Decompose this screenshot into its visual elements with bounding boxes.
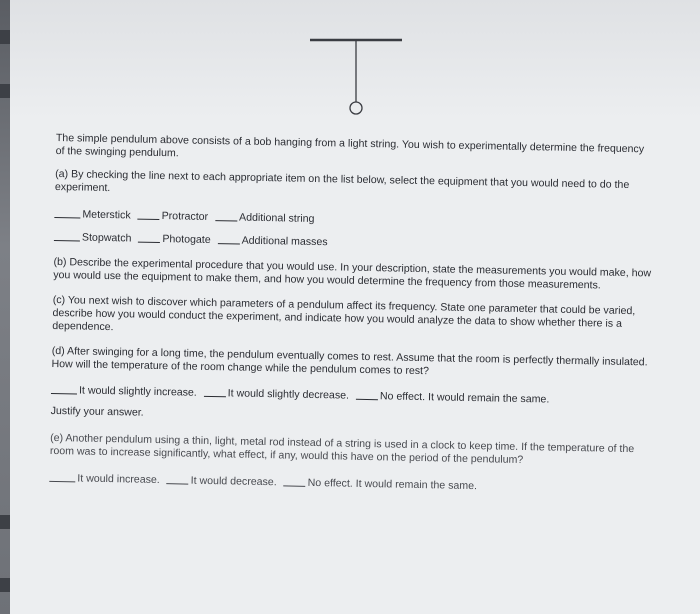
- checkbox-line[interactable]: [215, 220, 237, 221]
- edge-mark: [0, 578, 10, 592]
- option-increase: It would increase.: [77, 472, 160, 487]
- checkbox-line[interactable]: [138, 242, 160, 243]
- option-no-effect: No effect. It would remain the same.: [379, 390, 550, 406]
- option-protractor: Protractor: [161, 210, 209, 223]
- option-no-effect-e: No effect. It would remain the same.: [307, 476, 478, 493]
- equipment-row-1: [54, 208, 654, 233]
- edge-mark: [0, 515, 10, 529]
- pendulum-bob: [350, 102, 362, 114]
- part-b-text: (b) Describe the experimental procedure that you would use. In your description, state the measurements you would make, how you would use the equipment to make them, and how you would determine the frequency from those measurements.: [53, 255, 652, 292]
- option-stopwatch: Stopwatch: [81, 231, 132, 245]
- justify-text: Justify your answer.: [50, 404, 144, 419]
- part-e-text: (e) Another pendulum using a thin, light, metal rod instead of a string is used in a clock to keep time. If the temperature of the room was to increase significantly, what effect, if any, would this have on the period of the pendulum?: [49, 431, 635, 467]
- part-a-text: (a) By checking the line next to each appropriate item on the list below, select the equipment that you would need to do the experiment.: [54, 167, 630, 195]
- answer-line[interactable]: [51, 393, 77, 394]
- option-meterstick: Meterstick: [82, 208, 131, 222]
- answer-line[interactable]: [204, 396, 226, 397]
- checkbox-line[interactable]: [54, 240, 80, 241]
- option-photogate: Photogate: [162, 233, 211, 246]
- part-d-text: (d) After swinging for a long time, the pendulum eventually comes to rest. Assume that the room is perfectly thermally insulated. How will the temperature of the room change while the pendulum comes to rest?: [51, 344, 648, 378]
- checkbox-line[interactable]: [218, 243, 240, 244]
- part-d-options: [51, 384, 651, 409]
- edge-mark: [0, 30, 10, 44]
- answer-line[interactable]: [284, 485, 306, 486]
- pendulum-diagram: [300, 30, 410, 120]
- equipment-row-2: [54, 231, 654, 256]
- left-edge-strip: [0, 0, 10, 614]
- option-additional-masses: Additional masses: [241, 234, 328, 249]
- checkbox-line[interactable]: [138, 219, 160, 220]
- answer-line[interactable]: [49, 481, 75, 482]
- option-slightly-decrease: It would slightly decrease.: [227, 387, 350, 402]
- problem-text: [49, 132, 656, 506]
- option-slightly-increase: It would slightly increase.: [78, 384, 197, 399]
- checkbox-line[interactable]: [54, 217, 80, 218]
- intro-text: The simple pendulum above consists of a bob hanging from a light string. You wish to experimentally determine the frequency of the swinging pendulum.: [55, 132, 645, 160]
- option-decrease: It would decrease.: [190, 474, 277, 489]
- answer-line[interactable]: [356, 399, 378, 400]
- part-c-text: (c) You next wish to discover which parameters of a pendulum affect its frequency. State one parameter that could be varied, describe how you would conduct the experiment, and indicate how you would analyze the data to show whether there is a dependence.: [52, 293, 636, 334]
- part-e-options: [49, 472, 649, 497]
- edge-mark: [0, 84, 10, 98]
- answer-line[interactable]: [167, 483, 189, 484]
- option-additional-string: Additional string: [238, 211, 315, 225]
